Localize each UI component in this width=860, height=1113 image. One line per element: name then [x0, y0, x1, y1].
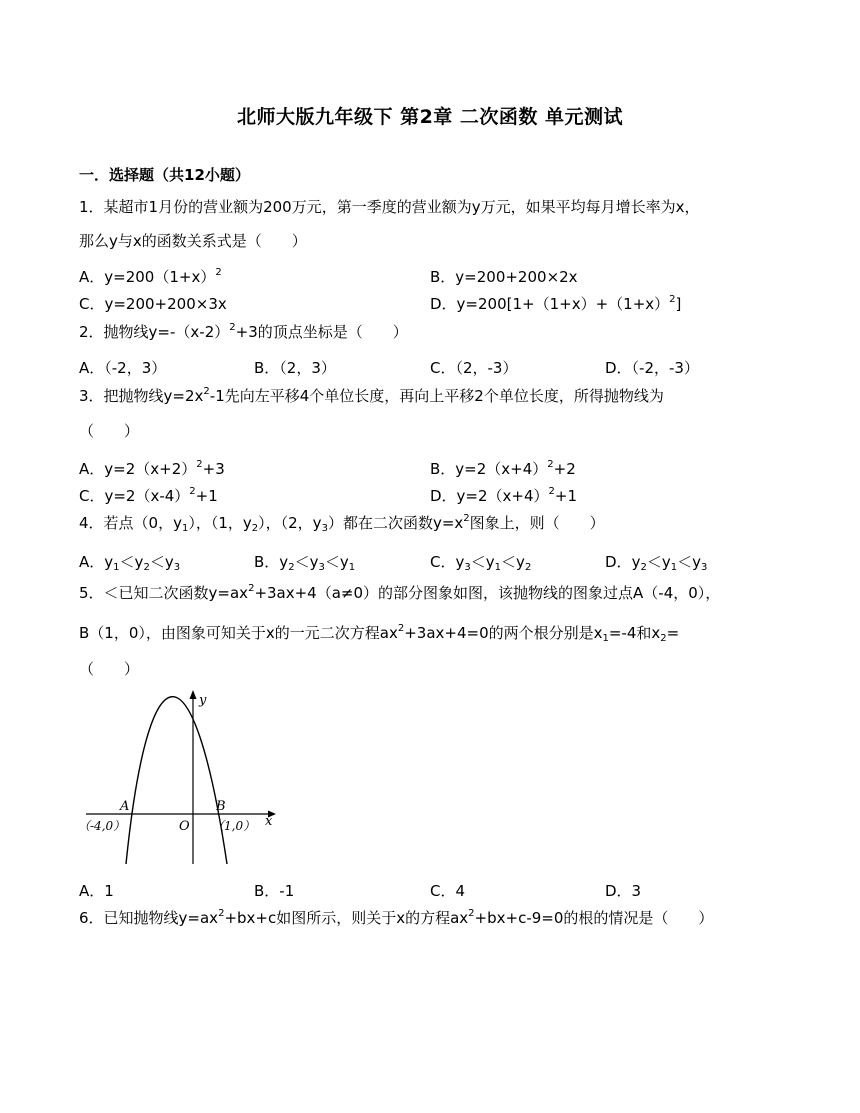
q4-d-lt2: ＜ — [677, 553, 693, 571]
point-b-coord: （1,0） — [212, 819, 256, 833]
q5-l2c: =-4和x — [608, 624, 661, 642]
y-axis-arrow-icon — [190, 690, 197, 699]
q6-a: 6．已知抛物线y=ax — [79, 909, 219, 927]
q4-d-s2: 1 — [670, 562, 678, 573]
point-a-coord: （-4,0） — [78, 819, 126, 833]
q5-stem-line2 — [79, 623, 679, 643]
q5-l1-sup: 2 — [248, 583, 255, 594]
q1-option-a-sup: 2 — [215, 267, 222, 278]
q2-option-b: B．（2，3） — [254, 359, 336, 377]
q4-b-s2: 3 — [318, 562, 325, 573]
q5-stem-line3: （ ） — [79, 660, 140, 678]
q3-option-d — [430, 486, 577, 506]
q3-option-d-text: D．y=2（x+4） — [430, 487, 549, 505]
q4-a-s2: 2 — [143, 562, 150, 573]
q4-stem-p5: 图象上，则（ ） — [469, 514, 605, 532]
q1-option-b: B．y=200+200×2x — [430, 268, 578, 286]
q3-option-a-text: A．y=2（x+2） — [79, 460, 197, 478]
q4-a-label: A． — [79, 553, 105, 571]
q4-c-s3: 2 — [524, 562, 532, 573]
q3-option-a-post: +3 — [202, 460, 225, 478]
q4-stem — [79, 513, 605, 533]
q4-a-lt1: ＜ — [119, 553, 135, 571]
q4-d-s3: 3 — [701, 562, 708, 573]
q4-b-y1: y — [279, 553, 289, 571]
q4-stem-p4: ）都在二次函数y=x — [327, 514, 464, 532]
q3-option-c — [79, 486, 218, 506]
q2-option-c: C．（2，-3） — [430, 359, 518, 377]
q1-stem-line1: 1．某超市1月份的营业额为200万元，第一季度的营业额为y万元，如果平均每月增长率为x， — [79, 198, 700, 216]
q4-a-y1: y — [104, 553, 114, 571]
q4-d-label: D． — [605, 553, 632, 571]
q3-option-c-sup: 2 — [189, 486, 196, 497]
q3-option-d-sup: 2 — [548, 486, 555, 497]
point-b-label: B — [216, 799, 226, 814]
q2-stem — [79, 322, 408, 342]
q5-l2b: +3ax+4=0的两个根分别是x — [404, 624, 603, 642]
q3-stem-post: -1先向左平移4个单位长度，再向上平移2个单位长度，所得抛物线为 — [209, 387, 664, 405]
q3-option-b-post: +2 — [553, 460, 576, 478]
q3-option-c-post: +1 — [195, 487, 218, 505]
q5-l2-sub2: 2 — [660, 633, 667, 644]
q2-stem-post: +3的顶点坐标是（ ） — [235, 323, 408, 341]
q5-l2-sup: 2 — [397, 623, 405, 634]
q5-l1b: +3ax+4（a≠0）的部分图象如图，该抛物线的图象过点A（-4，0）， — [254, 584, 721, 602]
q4-sub-3: 3 — [321, 523, 328, 534]
q4-c-s2: 1 — [494, 562, 502, 573]
q5-option-d: D．3 — [605, 882, 642, 900]
q6-sup-2: 2 — [468, 908, 475, 919]
q3-option-b — [430, 459, 576, 479]
q5-l1a: 5．＜已知二次函数y=ax — [79, 584, 249, 602]
q4-c-y1: y — [455, 553, 465, 571]
q6-stem — [79, 908, 713, 928]
q4-a-lt2: ＜ — [149, 553, 165, 571]
page-title: 北师大版九年级下 第2章 二次函数 单元测试 — [236, 106, 624, 128]
q3-stem-sup: 2 — [203, 386, 210, 397]
section-heading: 一．选择题（共12小题） — [79, 166, 250, 184]
q5-option-b: B．-1 — [254, 882, 295, 900]
q1-option-d-text: D．y=200[1+（1+x）+（1+x） — [430, 295, 670, 313]
q1-option-d-sup: 2 — [669, 294, 676, 305]
q4-c-y3: y — [516, 553, 525, 571]
q4-d-s1: 2 — [640, 562, 647, 573]
q3-option-b-sup: 2 — [547, 459, 554, 470]
q3-option-b-text: B．y=2（x+4） — [430, 460, 548, 478]
q4-b-s3: 1 — [348, 562, 356, 573]
q4-a-s3: 3 — [173, 562, 181, 573]
q4-b-label: B． — [254, 553, 280, 571]
q4-stem-p3: ），（2，y — [258, 514, 322, 532]
q5-stem-line1 — [79, 583, 720, 603]
q4-option-b — [254, 552, 355, 572]
q4-c-lt2: ＜ — [501, 553, 517, 571]
q4-c-y2: y — [485, 553, 495, 571]
q4-b-lt2: ＜ — [324, 553, 340, 571]
q5-option-a: A．1 — [79, 882, 114, 900]
q5-option-c: C．4 — [430, 882, 466, 900]
point-a-label: A — [120, 799, 130, 814]
q4-b-s1: 2 — [288, 562, 295, 573]
q1-option-d-end: ] — [675, 295, 682, 313]
q5-l2-sub1: 1 — [602, 633, 609, 644]
q4-stem-sup: 2 — [463, 513, 470, 524]
q4-d-y3: y — [692, 553, 702, 571]
q4-a-y2: y — [134, 553, 144, 571]
q2-stem-pre: 2．抛物线y=-（x-2） — [79, 323, 230, 341]
y-axis-label: y — [199, 693, 207, 708]
q1-option-a-text: A．y=200（1+x） — [79, 268, 216, 286]
q6-b: +bx+c如图所示，则关于x的方程ax — [224, 909, 469, 927]
q4-c-label: C． — [430, 553, 456, 571]
q6-c: +bx+c-9=0的根的情况是（ ） — [474, 909, 714, 927]
origin-label: O — [179, 819, 190, 834]
q4-b-y2: y — [309, 553, 319, 571]
x-axis-label: x — [265, 814, 273, 829]
q3-option-d-post: +1 — [554, 487, 578, 505]
parabola-graph — [78, 686, 283, 868]
q6-sup-1: 2 — [218, 908, 225, 919]
q4-option-c — [430, 552, 531, 572]
q5-l2a: B（1，0），由图象可知关于x的一元二次方程ax — [79, 624, 398, 642]
q4-d-lt1: ＜ — [646, 553, 662, 571]
q2-option-d: D．（-2，-3） — [605, 359, 699, 377]
q4-d-y2: y — [661, 553, 671, 571]
q3-option-c-text: C．y=2（x-4） — [79, 487, 190, 505]
q4-stem-p1: 4．若点（0，y — [79, 514, 182, 532]
q1-stem-line2: 那么y与x的函数关系式是（ ） — [79, 232, 307, 250]
q1-option-c: C．y=200+200×3x — [79, 295, 227, 313]
q4-d-y1: y — [631, 553, 641, 571]
q3-option-a — [79, 459, 225, 479]
q3-stem-line2: （ ） — [79, 422, 140, 440]
q4-sub-2: 2 — [251, 523, 259, 534]
q1-option-a — [79, 267, 222, 287]
q3-stem-line1 — [79, 386, 664, 406]
q4-a-s1: 1 — [113, 562, 120, 573]
q5-l2d: = — [666, 624, 680, 642]
q4-a-y3: y — [164, 553, 174, 571]
q4-c-lt1: ＜ — [470, 553, 486, 571]
q2-option-a: A．（-2，3） — [79, 359, 167, 377]
q4-stem-p2: ），（1，y — [188, 514, 252, 532]
q4-option-a — [79, 552, 180, 572]
q4-b-y3: y — [339, 553, 349, 571]
q1-option-d — [430, 294, 681, 314]
q4-b-lt1: ＜ — [294, 553, 310, 571]
q3-option-a-sup: 2 — [196, 459, 203, 470]
q2-stem-sup: 2 — [229, 322, 236, 333]
parabola-curve — [126, 697, 227, 864]
q3-stem-pre: 3．把抛物线y=2x — [79, 387, 204, 405]
q4-c-s1: 3 — [464, 562, 471, 573]
q4-option-d — [605, 552, 707, 572]
q4-sub-1: 1 — [181, 523, 189, 534]
